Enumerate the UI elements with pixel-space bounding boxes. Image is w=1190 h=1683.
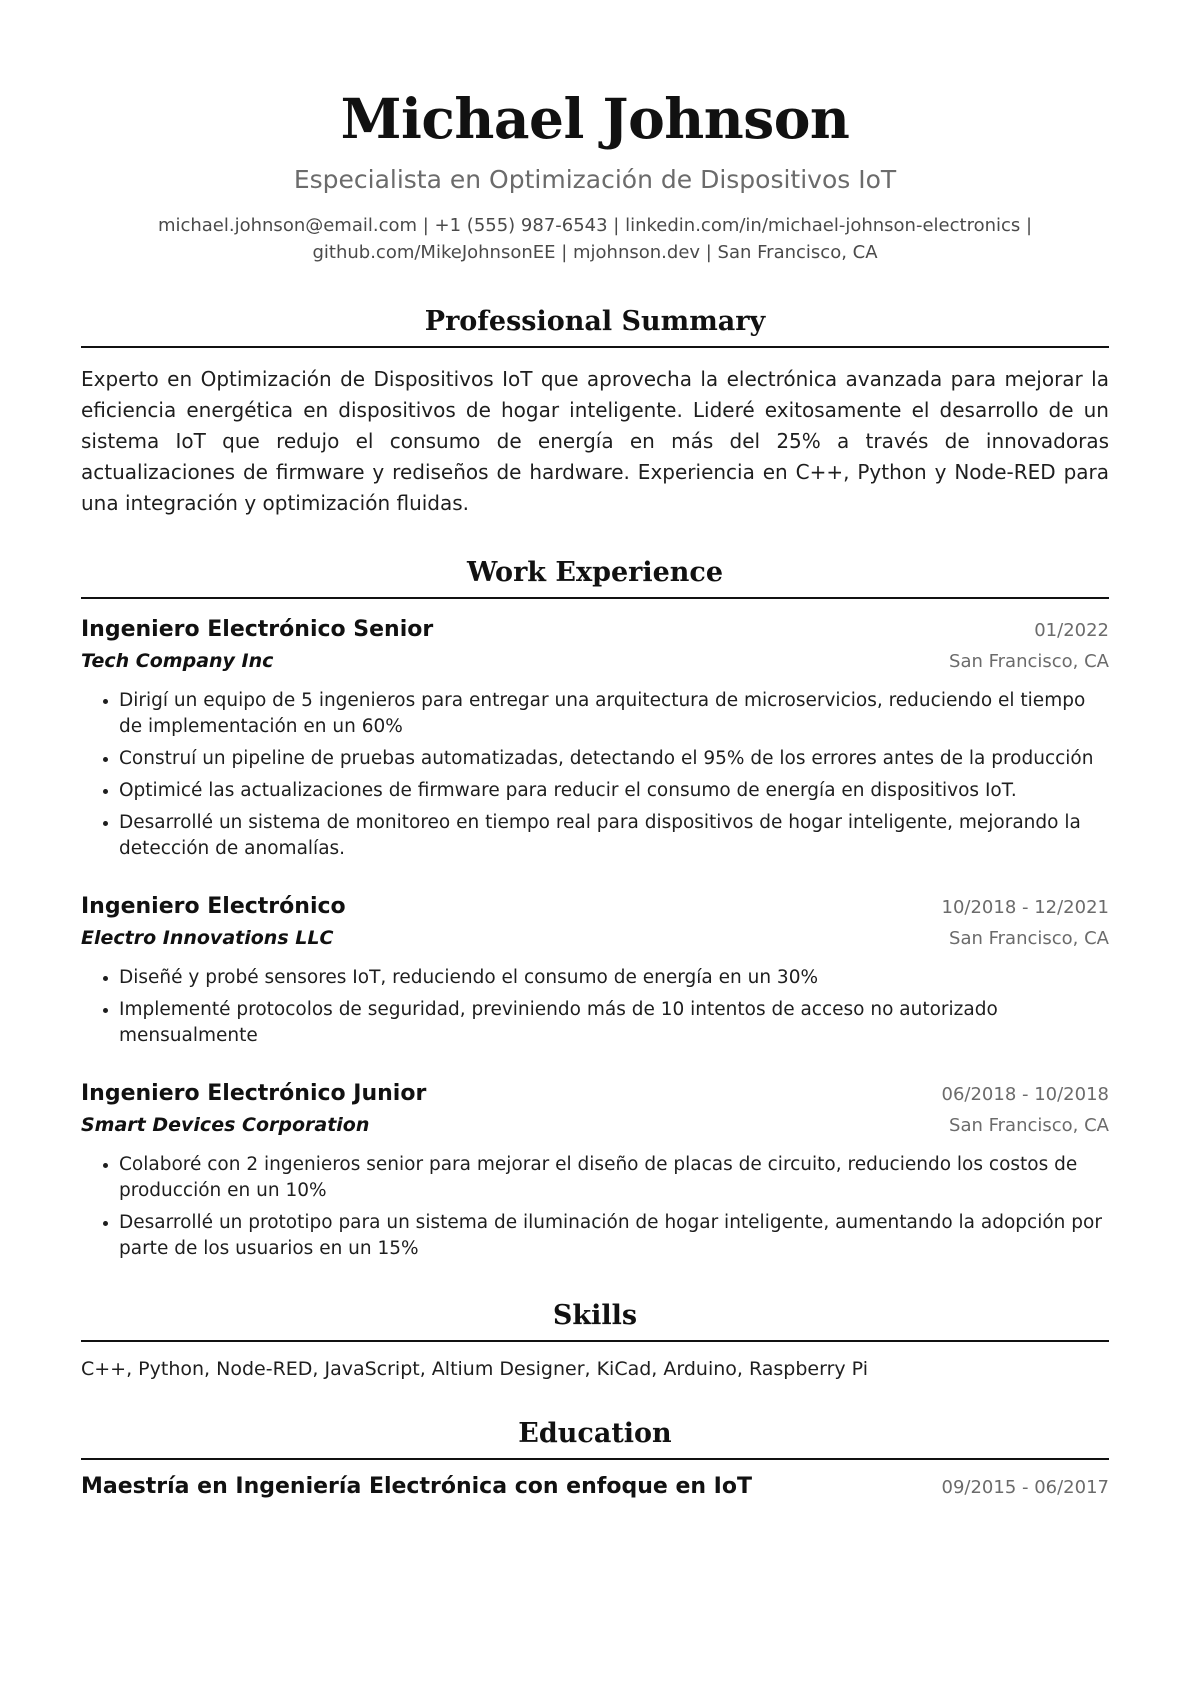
job-bullet: • Diseñé y probé sensores IoT, reduciendo el consumo de energía en un 30% xyxy=(119,965,1109,991)
experience-section xyxy=(81,555,1109,1262)
job-bullet: • Colaboré con 2 ingenieros senior para mejorar el diseño de placas de circuito, reduciendo los costos de producción en un 10% xyxy=(119,1152,1109,1204)
job-bullets xyxy=(81,965,1109,1049)
job-date: 06/2018 - 10/2018 xyxy=(941,1084,1109,1105)
candidate-title: Especialista en Optimización de Dispositivos IoT xyxy=(293,165,897,194)
job-company: Smart Devices Corporation xyxy=(81,1114,370,1136)
skills-section xyxy=(81,1298,1109,1380)
job-bullets xyxy=(81,1152,1109,1262)
job-bullet: • Desarrollé un prototipo para un sistema de iluminación de hogar inteligente, aumentando la adopción por parte de los usuarios en un 15% xyxy=(119,1210,1109,1262)
job-bullet: • Desarrollé un sistema de monitoreo en tiempo real para dispositivos de hogar inteligente, mejorando la detección de anomalías. xyxy=(119,810,1109,862)
contact-line-2: github.com/MikeJohnsonEE | mjohnson.dev | San Francisco, CA xyxy=(312,242,878,263)
candidate-name: Michael Johnson xyxy=(340,86,850,151)
summary-heading: Professional Summary xyxy=(81,304,1109,348)
job-title: Ingeniero Electrónico Senior xyxy=(81,617,434,642)
job-location: San Francisco, CA xyxy=(949,651,1109,672)
degree-title: Maestría en Ingeniería Electrónica con enfoque en IoT xyxy=(81,1474,752,1499)
summary-section xyxy=(81,304,1109,519)
job-bullet: • Dirigí un equipo de 5 ingenieros para entregar una arquitectura de microservicios, reduciendo el tiempo de implementación en un 60% xyxy=(119,688,1109,740)
contact-line-1: michael.johnson@email.com | +1 (555) 987-6543 | linkedin.com/in/michael-johnson-electronics | xyxy=(157,215,1033,236)
job-location: San Francisco, CA xyxy=(949,1115,1109,1136)
job-title: Ingeniero Electrónico xyxy=(81,894,346,919)
job-entry xyxy=(81,1081,1109,1262)
job-company: Tech Company Inc xyxy=(81,650,274,672)
job-bullet: • Optimicé las actualizaciones de firmware para reducir el consumo de energía en dispositivos IoT. xyxy=(119,778,1109,804)
job-bullet: • Construí un pipeline de pruebas automatizadas, detectando el 95% de los errores antes de la producción xyxy=(119,746,1109,772)
job-date: 10/2018 - 12/2021 xyxy=(941,897,1109,918)
job-date: 01/2022 xyxy=(1034,620,1109,641)
education-heading: Education xyxy=(81,1416,1109,1460)
job-company: Electro Innovations LLC xyxy=(81,927,334,949)
contact-info xyxy=(81,212,1109,266)
job-bullet: • Implementé protocolos de seguridad, previniendo más de 10 intentos de acceso no autorizado mensualmente xyxy=(119,997,1109,1049)
job-title: Ingeniero Electrónico Junior xyxy=(81,1081,427,1106)
education-section xyxy=(81,1416,1109,1499)
job-entry xyxy=(81,894,1109,1049)
job-location: San Francisco, CA xyxy=(949,928,1109,949)
summary-text: Experto en Optimización de Dispositivos IoT que aprovecha la electrónica avanzada para mejorar la eficiencia energética en dispositivos de hogar inteligente. Lideré exitosamente el desarrollo de un sistema IoT que redujo el consumo de energía en más del 25% a través de innovadoras actualizaciones de firmware y rediseños de hardware. Experiencia en C++, Python y Node-RED para una integración y optimización fluidas. xyxy=(81,367,1109,515)
degree-date: 09/2015 - 06/2017 xyxy=(941,1477,1109,1498)
skills-list: C++, Python, Node-RED, JavaScript, Altium Designer, KiCad, Arduino, Raspberry Pi xyxy=(81,1358,868,1380)
skills-heading: Skills xyxy=(81,1298,1109,1342)
job-entry xyxy=(81,617,1109,862)
job-bullets xyxy=(81,688,1109,862)
experience-heading: Work Experience xyxy=(81,555,1109,599)
